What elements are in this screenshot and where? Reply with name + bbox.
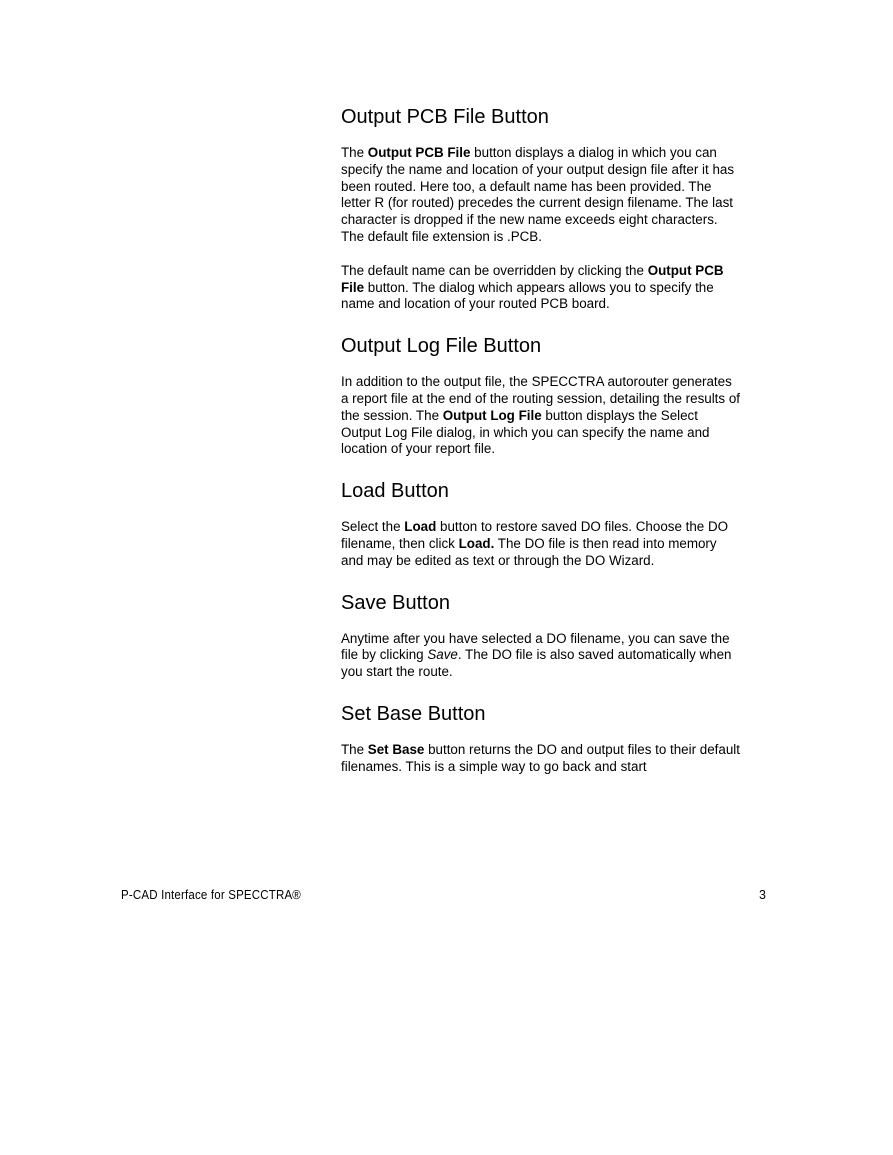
section	[341, 590, 741, 681]
text-run: button to restore saved DO files. Choose the DO filename, then click	[341, 519, 729, 551]
bold-text: Load.	[458, 535, 495, 551]
text-run: The	[341, 741, 368, 757]
text-run: The	[341, 145, 368, 160]
page-number: 3	[759, 888, 766, 902]
text-run: The default name can be overridden by clicking the	[341, 262, 648, 278]
text-run: button displays the Select Output Log File dialog, in which you can specify the name and location of your report file.	[341, 407, 710, 457]
section	[341, 701, 741, 776]
section-heading: Set Base Button	[341, 702, 486, 725]
text-run: In addition to the output file, the SPECCTRA autorouter generates a report file at the end of the routing session, detailing the results of the session. The	[341, 374, 740, 423]
text-run: button displays a dialog in which you can specify the name and location of your output design file after it has been routed. Here too, a default name has been provided. The letter R (for routed) precedes the current design filename. The last character is dropped if the new name exceeds eight characters. The default file extension is .PCB.	[341, 145, 735, 244]
paragraph	[341, 519, 741, 569]
italic-text: Save	[427, 647, 458, 663]
section-heading: Load Button	[341, 480, 449, 503]
section	[341, 478, 741, 569]
paragraph	[341, 374, 741, 458]
bold-text: Set Base	[367, 741, 425, 757]
bold-text: Output PCB File	[367, 145, 471, 160]
document-body	[341, 104, 741, 796]
section	[341, 333, 741, 458]
paragraph	[341, 631, 741, 681]
footer-title: P-CAD Interface for SPECCTRA®	[121, 888, 301, 902]
text-run: Anytime after you have selected a DO filename, you can save the file by clicking	[341, 630, 730, 663]
bold-text: Load	[404, 519, 437, 535]
text-run: button returns the DO and output files to their default filenames. This is a simple way to go back and start	[341, 741, 740, 774]
paragraph	[341, 145, 741, 246]
section-heading: Save Button	[341, 591, 450, 614]
bold-text: Output PCB File	[341, 262, 724, 295]
paragraph	[341, 742, 741, 776]
text-run: The DO file is then read into memory and may be edited as text or through the DO Wizard.	[341, 535, 717, 568]
section-heading: Output Log File Button	[341, 335, 542, 358]
bold-text: Output Log File	[442, 407, 542, 423]
section	[341, 104, 741, 313]
section-heading: Output PCB File Button	[341, 106, 549, 128]
text-run: Select the	[341, 519, 405, 535]
paragraph	[341, 263, 741, 313]
text-run: . The DO file is also saved automatically when you start the route.	[341, 647, 732, 680]
text-run: button. The dialog which appears allows you to specify the name and location of your routed PCB board.	[341, 279, 714, 312]
